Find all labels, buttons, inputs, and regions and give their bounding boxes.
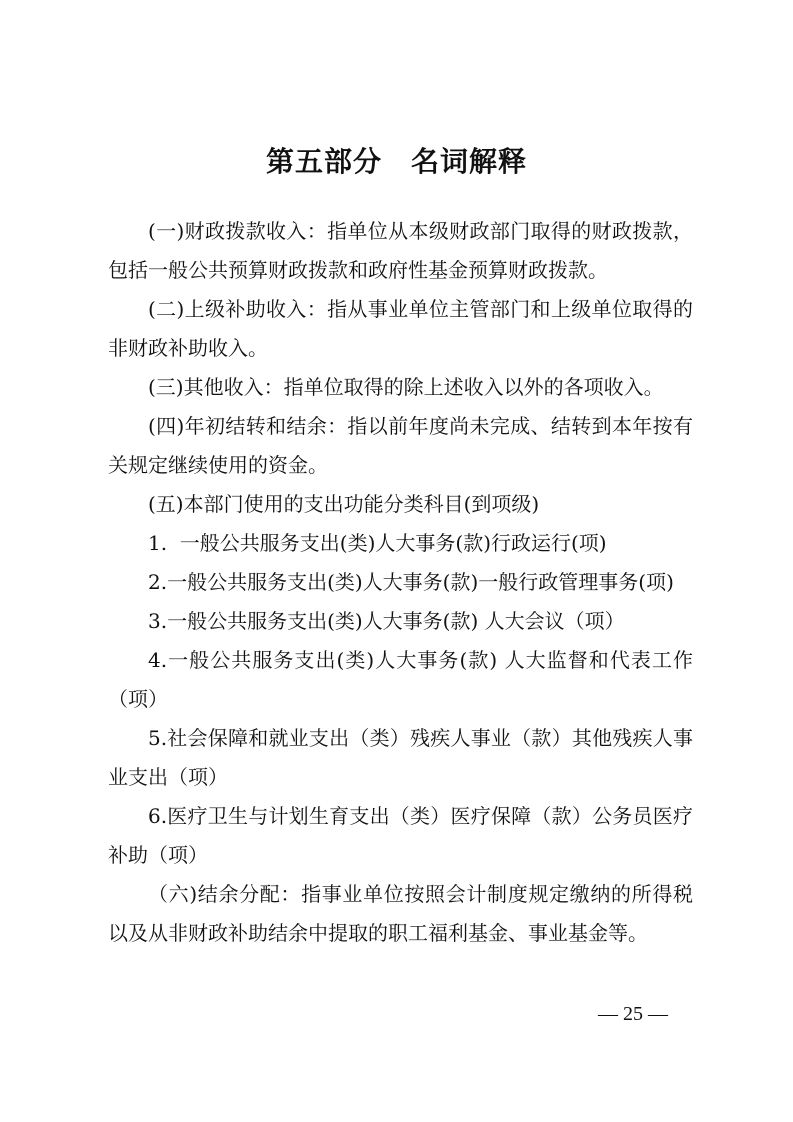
- subject-item-5: 5.社会保障和就业支出（类）残疾人事业（款）其他残疾人事业支出（项）: [108, 726, 693, 789]
- subject-item-3: 3.一般公共服务支出(类)人大事务(款) 人大会议（项）: [148, 609, 625, 633]
- definition-paragraph-1: (一)财政拨款收入：指单位从本级财政部门取得的财政拨款，包括一般公共预算财政拨款和政府性基金预算财政拨款。: [108, 219, 693, 282]
- definition-paragraph-3: (三)其他收入：指单位取得的除上述收入以外的各项收入。: [148, 375, 664, 399]
- definition-paragraph-4: (四)年初结转和结余：指以前年度尚未完成、结转到本年按有关规定继续使用的资金。: [108, 414, 693, 477]
- subject-item-1: 1. 一般公共服务支出(类)人大事务(款)行政运行(项): [148, 531, 607, 555]
- subject-item-2: 2.一般公共服务支出(类)人大事务(款)一般行政管理事务(项): [148, 570, 674, 594]
- page-number: — 25 —: [598, 1003, 668, 1025]
- definition-paragraph-6: （六)结余分配：指事业单位按照会计制度规定缴纳的所得税以及从非财政补助结余中提取的职工福利基金、事业基金等。: [108, 882, 693, 945]
- document-body: [108, 212, 693, 953]
- page-title: 第五部分 名词解释: [265, 145, 527, 178]
- definition-paragraph-5: (五)本部门使用的支出功能分类科目(到项级): [148, 492, 540, 516]
- subject-item-6: 6.医疗卫生与计划生育支出（类）医疗保障（款）公务员医疗补助（项）: [108, 804, 693, 867]
- subject-item-4: 4.一般公共服务支出(类)人大事务(款) 人大监督和代表工作（项）: [108, 648, 693, 711]
- definition-paragraph-2: (二)上级补助收入：指从事业单位主管部门和上级单位取得的非财政补助收入。: [108, 297, 693, 360]
